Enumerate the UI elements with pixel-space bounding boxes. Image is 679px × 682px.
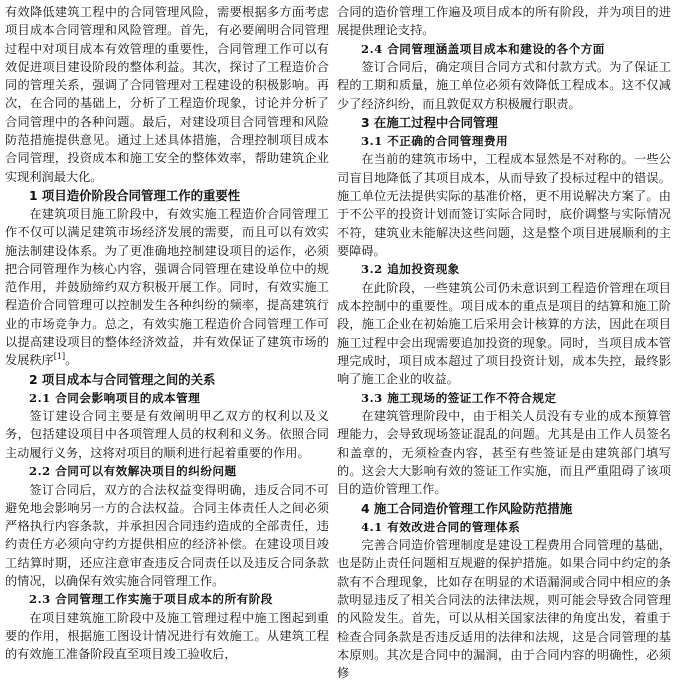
text-run: 3 在施工过程中合同管理 [361, 114, 498, 130]
text-run: 完善合同造价管理制度是建设工程费用合同管理的基础，也是防止责任问题相互规避的保护措施。如果合同中约定的条款有不合理现象，比如存在明显的术语漏洞或合同中相应的条款明显违反了相关合同法的法律法规，则可能会导致合同管理的风险发生。首先，可以从相关国家法律的角度出发，着重于检查合同条款是否违反适用的法律和法规，这是合同管理的基本原则。其次是合同中的漏洞，由于合同内容的明确性，必须修 [337, 538, 671, 681]
subsection-heading [337, 40, 671, 59]
text-run: 2.2 合同可以有效解决项目的纠纷问题 [29, 464, 237, 479]
body-paragraph [337, 407, 671, 498]
body-paragraph [5, 205, 329, 370]
body-paragraph [337, 150, 671, 260]
text-run: 3.3 施工现场的签证工作不符合规定 [361, 390, 557, 405]
left-column [5, 3, 329, 664]
body-paragraph [337, 58, 671, 113]
text-run: 在项目建筑施工阶段中及施工管理过程中施工图起到重要的作用，根据施工图设计情况进行有效施工。从建筑工程的有效施工准备阶段直至项目竣工验收后， [5, 610, 329, 662]
section-heading [337, 113, 671, 132]
text-run: 签订建设合同主要是有效阐明甲乙双方的权利以及义务，包括建设项目中各项管理人员的权利和义务。依照合同主动履行义务，这将对项目的顺利进行起着重要的作用。 [5, 409, 329, 460]
text-run: 签订合同后，确定项目合同方式和付款方式。为了保证工程的工期和质量，施工单位必须有效降低工程成本。这不仅减少了经济纠纷，而且敦促双方积极履行职责。 [337, 60, 671, 111]
text-run: 有效降低建筑工程中的合同管理风险，需要根据多方面考虑项目成本合同管理和风险管理。首先，有必要阐明合同管理过程中对项目成本有效管理的重要性，合同管理工作可以有效促进项目建设阶段的整体利益。其次，探讨了工程造价合同的管理关系，强调了合同管理对工程建设的积极影响。再次，在合同的基础上，分析了工程造价现象，讨论并分析了合同管理中的各种问题。最后，对建设项目合同管理和风险防范措施提供意见。通过上述具体措施，合理控制项目成本合同管理，投资成本和施工安全的整体效率，帮助建筑企业实现利润最大化。 [5, 5, 329, 184]
body-paragraph [337, 3, 671, 40]
text-run: 在建筑项目施工阶段中，有效实施工程造价合同管理工作不仅可以满足建筑市场经济发展的需要，而且可以有效实施法制建设体系。为了更准确地控制建设项目的运作，必须把合同管理作为核心内容，强调合同管理在建设单位中的规范作用，并鼓励缔约双方积极开展工作。同时，有效实施工程造价合同管理可以控制发生各种纠纷的频率，提高建筑行业的市场竞争力。总之，有效实施工程造价合同管理工作可以提高建设项目的整体经济效益，并有效保证了建筑市场的发展秩序 [5, 206, 329, 368]
text-run: 签订合同后，双方的合法权益变得明确，违反合同不可避免地会影响另一方的合法权益。合同主体责任人之间必须严格执行内容条款，并承担因合同违约造成的全部责任，违约责任方必须向守约方提供相应的经济补偿。在建设项目竣工结算时期，还应注意审查违反合同责任以及违反合同条款的情况，以确保有效实施合同管理工作。 [5, 482, 329, 589]
text-run: 2.4 合同管理涵盖项目成本和建设的各个方面 [361, 41, 605, 56]
subsection-heading [337, 389, 671, 408]
section-heading [337, 499, 671, 518]
text-run: 在此阶段，一些建筑公司仍未意识到工程造价管理在项目成本控制中的重要性。项目成本的重点是项目的结算和施工阶段，施工企业在初始施工后采用会计核算的方法，因此在项目施工过程中会出现需要追加投资的现象。同时，当项目成本管理完成时，项目成本超过了项目投资计划，成本失控，最终影响了施工企业的收益。 [337, 280, 671, 387]
body-paragraph [337, 536, 671, 682]
text-run: 。 [65, 353, 78, 368]
section-heading [5, 370, 329, 389]
right-column [337, 3, 671, 682]
subsection-heading [337, 518, 671, 537]
text-run: 2.3 合同管理工作实施于项目成本的所有阶段 [29, 592, 273, 607]
text-run: 在当前的建筑市场中，工程成本显然是不对称的。一些公司盲目地降低了其项目成本，从而导致了投标过程中的错误。施工单位无法提供实际的基准价格，更不用说解决方案了。由于不公平的投资计划而签订实际合同时，底价调整与实际情况不符，建筑业未能解决这些问题，这是整个项目进展顺利的主要障碍。 [337, 152, 671, 258]
text-run: 1 项目造价阶段合同管理工作的重要性 [29, 187, 241, 203]
text-run: 合同的造价管理工作遍及项目成本的所有阶段，并为项目的进展提供理论支持。 [337, 5, 671, 38]
body-paragraph [5, 3, 329, 186]
text-run: 4.1 有效改进合同的管理体系 [361, 519, 521, 534]
subsection-heading [5, 389, 329, 408]
body-paragraph [337, 279, 671, 389]
body-paragraph [5, 481, 329, 591]
subsection-heading [337, 132, 671, 151]
text-run: 4 施工合同造价管理工作风险防范措施 [361, 500, 573, 516]
citation-marker: [1] [53, 352, 66, 362]
subsection-heading [337, 260, 671, 279]
body-paragraph [5, 609, 329, 664]
subsection-heading [5, 462, 329, 481]
text-run: 2.1 合同会影响项目的成本管理 [29, 390, 201, 405]
text-run: 3.2 追加投资现象 [361, 262, 460, 277]
subsection-heading [5, 590, 329, 609]
text-run: 3.1 不正确的合同管理费用 [361, 133, 509, 148]
text-run: 在建筑管理阶段中，由于相关人员没有专业的成本预算管理能力，会导致现场签证混乱的问题。尤其是由工作人员签名和盖章的，无须检查内容，甚至有些签证是由建筑部门填写的。这会大大影响有效的签证工作实施，而且严重阻碍了该项目的造价管理工作。 [337, 409, 671, 497]
body-paragraph [5, 407, 329, 462]
section-heading [5, 186, 329, 205]
text-run: 2 项目成本与合同管理之间的关系 [29, 371, 216, 387]
